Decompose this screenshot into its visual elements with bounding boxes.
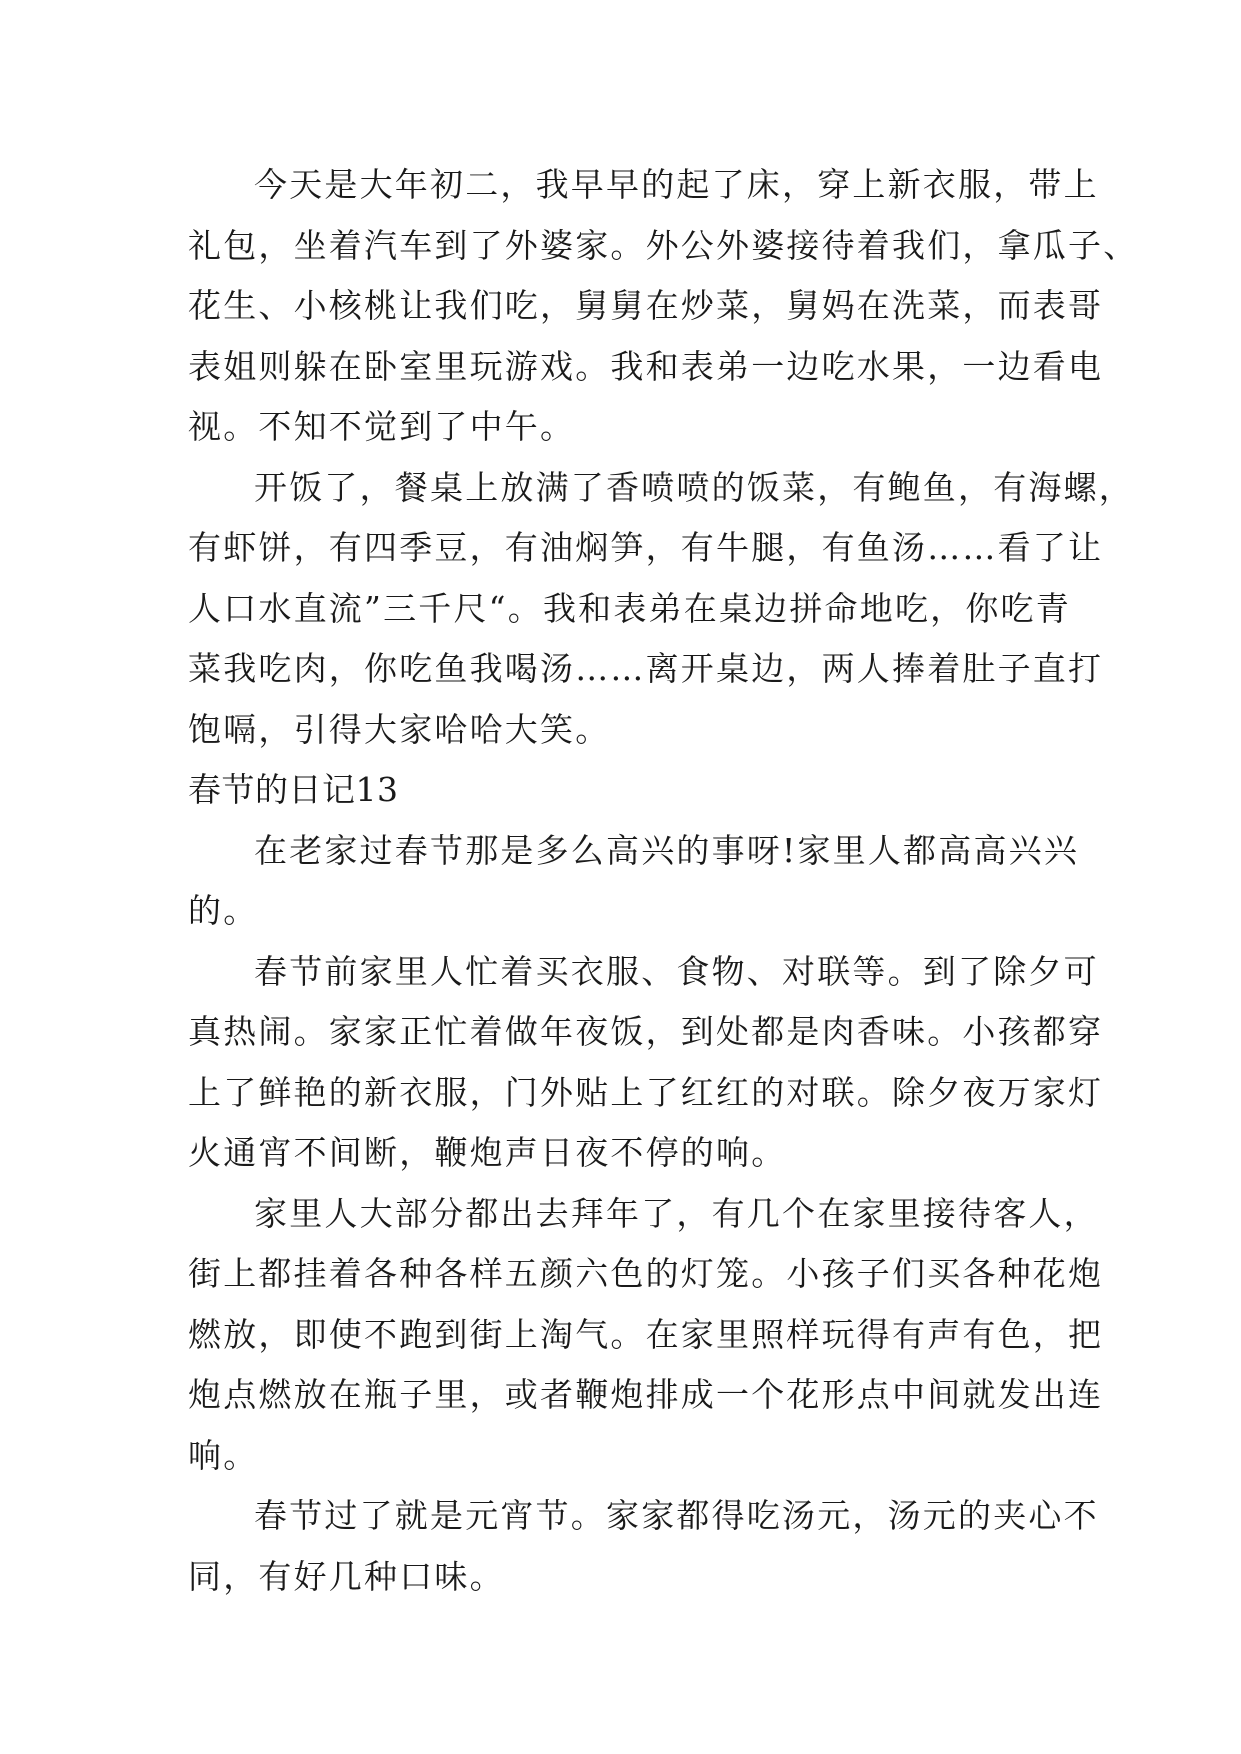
paragraph-line: 火通宵不间断，鞭炮声日夜不停的响。 xyxy=(188,1133,787,1172)
paragraph-line: 在老家过春节那是多么高兴的事呀!家里人都高高兴兴 xyxy=(254,830,1080,870)
paragraph-line: 开饭了，餐桌上放满了香喷喷的饭菜，有鲍鱼，有海螺， xyxy=(254,467,1134,507)
paragraph-line: 燃放，即使不跑到街上淘气。在家里照样玩得有声有色，把 xyxy=(188,1314,1104,1354)
paragraph-line: 礼包，坐着汽车到了外婆家。外公外婆接待着我们，拿瓜子、 xyxy=(188,225,1139,265)
paragraph-line: 同，有好几种口味。 xyxy=(188,1556,505,1596)
paragraph-line: 今天是大年初二，我早早的起了床，穿上新衣服，带上 xyxy=(254,165,1099,204)
paragraph-line: 有虾饼，有四季豆，有油焖笋，有牛腿，有鱼汤……看了让 xyxy=(188,528,1104,567)
paragraph-line: 真热闹。家家正忙着做年夜饭，到处都是肉香味。小孩都穿 xyxy=(188,1012,1104,1051)
paragraph-line: 家里人大部分都出去拜年了，有几个在家里接待客人， xyxy=(254,1193,1099,1233)
paragraph-line: 春节前家里人忙着买衣服、食物、对联等。到了除夕可 xyxy=(254,951,1099,991)
paragraph-line: 春节过了就是元宵节。家家都得吃汤元，汤元的夹心不 xyxy=(254,1496,1099,1535)
paragraph-line: 表姐则躲在卧室里玩游戏。我和表弟一边吃水果，一边看电 xyxy=(188,346,1104,386)
paragraph-line: 街上都挂着各种各样五颜六色的灯笼。小孩子们买各种花炮 xyxy=(188,1254,1104,1293)
paragraph-line: 的。 xyxy=(188,891,259,930)
paragraph-line: 炮点燃放在瓶子里，或者鞭炮排成一个花形点中间就发出连 xyxy=(188,1375,1104,1414)
paragraph-line: 人口水直流”三千尺“。我和表弟在桌边拼命地吃，你吃青 xyxy=(188,588,1071,628)
paragraph-line: 饱嗝，引得大家哈哈大笑。 xyxy=(188,709,611,749)
paragraph-line: 上了鲜艳的新衣服，门外贴上了红红的对联。除夕夜万家灯 xyxy=(188,1072,1104,1112)
paragraph-line: 花生、小核桃让我们吃，舅舅在炒菜，舅妈在洗菜，而表哥 xyxy=(188,286,1104,325)
paragraph-line: 响。 xyxy=(188,1435,259,1475)
document-body xyxy=(188,155,1139,1607)
paragraph-line: 视。不知不觉到了中午。 xyxy=(188,407,576,446)
section-heading: 春节的日记13 xyxy=(188,770,399,809)
paragraph-line: 菜我吃肉，你吃鱼我喝汤……离开桌边，两人捧着肚子直打 xyxy=(188,649,1104,688)
